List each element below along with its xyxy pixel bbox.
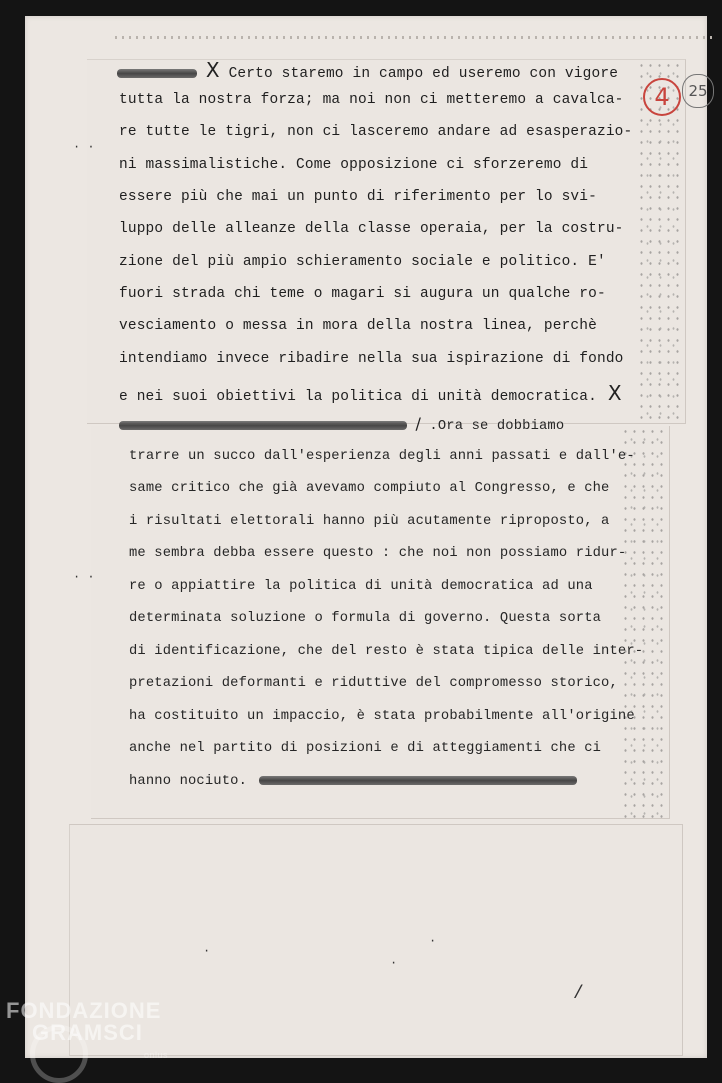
text-line: vesciamento o messa in mora della nostra linea, perchè xyxy=(119,318,597,334)
text-line: same critico che già avevamo compiuto al Congresso, e che xyxy=(129,481,610,496)
text-line: e nei suoi obiettivi la politica di unità democratica. X xyxy=(119,381,622,405)
stray-dots: · · xyxy=(73,570,95,584)
text-line: intendiamo invece ribadire nella sua ispirazione di fondo xyxy=(119,351,624,367)
edit-slash-mark: / xyxy=(415,414,421,433)
redaction-bar xyxy=(259,776,577,785)
stray-dot: · xyxy=(390,956,398,970)
text-line: trarre un succo dall'esperienza degli anni passati e dall'e- xyxy=(129,449,635,464)
redaction-bar xyxy=(117,69,197,78)
watermark-fondazione-gramsci: FONDAZIONE GRAMSCI onlus xyxy=(6,998,169,1060)
edit-x-mark: X xyxy=(607,381,622,405)
text-line: fuori strada chi teme o magari si augura un qualche ro- xyxy=(119,286,606,302)
stray-pen-mark: / xyxy=(573,984,584,1004)
text-line: re tutte le tigri, non ci lasceremo andare ad esasperazio- xyxy=(119,124,633,140)
text-line: hanno nociuto. xyxy=(129,774,577,789)
top-edge-dots xyxy=(115,36,715,39)
edit-x-mark: X xyxy=(205,58,220,82)
text-line: tutta la nostra forza; ma noi non ci metteremo a cavalca- xyxy=(119,92,624,108)
page-number-red-circle: 4 xyxy=(643,78,681,116)
text-line: me sembra debba essere questo : che noi non possiamo ridur- xyxy=(129,546,627,561)
text-line: di identificazione, che del resto è stata tipica delle inter- xyxy=(129,644,644,659)
text-line: zione del più ampio schieramento sociale e politico. E' xyxy=(119,254,606,270)
text-line: pretazioni deformanti e riduttive del compromesso storico, xyxy=(129,676,618,691)
text-line: luppo delle alleanze della classe operaia, per la costru- xyxy=(119,221,624,237)
text-line: X Certo staremo in campo ed useremo con vigore xyxy=(117,60,618,82)
pasted-strip-1 xyxy=(87,59,686,424)
text-line: i risultati elettorali hanno più acutamente riproposto, a xyxy=(129,514,610,529)
text-line: anche nel partito di posizioni e di atteggiamenti che ci xyxy=(129,741,602,756)
text-line: essere più che mai un punto di riferimento per lo svi- xyxy=(119,189,597,205)
text-line: ni massimalistiche. Come opposizione ci sforzeremo di xyxy=(119,157,589,173)
stray-dot: · xyxy=(203,944,211,958)
text-line: re o appiattire la politica di unità democratica ad una xyxy=(129,579,593,594)
document-sheet xyxy=(25,16,707,1058)
text-line: / .Ora se dobbiamo xyxy=(119,416,564,434)
archive-number-stamp: 25 xyxy=(682,74,714,108)
text-line: determinata soluzione o formula di governo. Questa sorta xyxy=(129,611,602,626)
copy-noise xyxy=(621,426,669,818)
stray-dots: · · xyxy=(73,140,95,154)
text-line: ha costituito un impaccio, è stata probabilmente all'origine xyxy=(129,709,635,724)
redaction-bar xyxy=(119,421,407,430)
stray-dot: · xyxy=(429,934,437,948)
